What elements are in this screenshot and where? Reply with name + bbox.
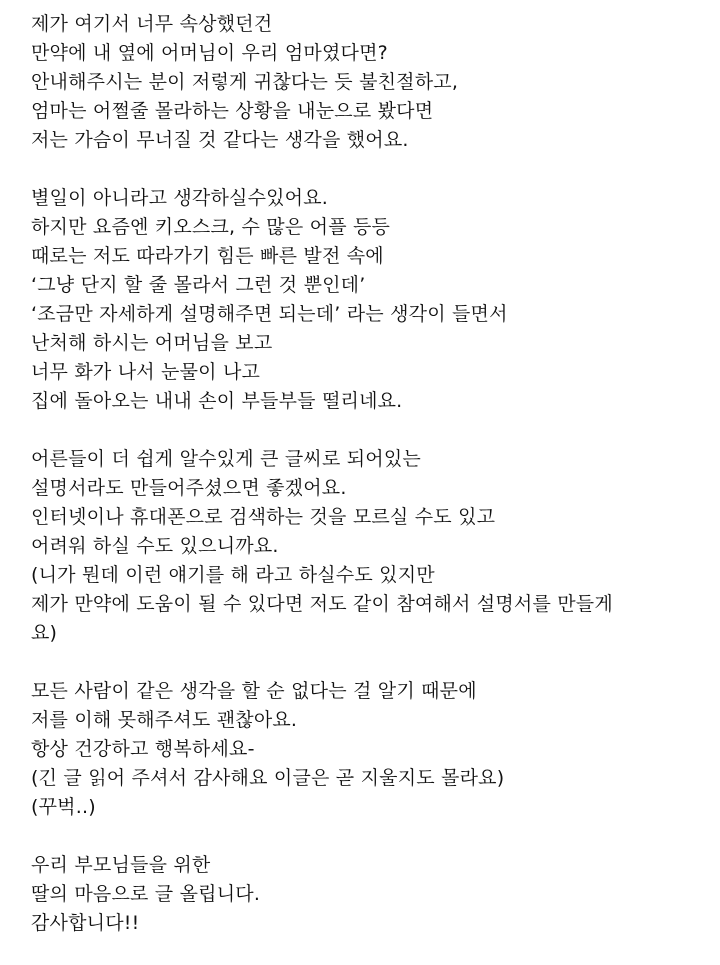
text-line: 안내해주시는 분이 저렇게 귀찮다는 듯 불친절하고,	[31, 71, 459, 93]
text-line: 요)	[31, 622, 58, 644]
text-line: 집에 돌아오는 내내 손이 부들부들 떨리네요.	[31, 390, 403, 412]
paragraph-2	[31, 184, 700, 416]
text-line: (니가 뭔데 이런 얘기를 해 라고 하실수도 있지만	[31, 564, 435, 586]
text-line: 만약에 내 옆에 어머님이 우리 엄마였다면?	[31, 42, 388, 64]
paragraph-1	[31, 10, 700, 155]
text-line: 인터넷이나 휴대폰으로 검색하는 것을 모르실 수도 있고	[31, 506, 496, 528]
text-line: 우리 부모님들을 위한	[31, 854, 211, 876]
text-line: 하지만 요즘엔 키오스크, 수 많은 어플 등등	[31, 216, 391, 238]
text-line: 저를 이해 못해주셔도 괜찮아요.	[31, 709, 298, 731]
paragraph-5	[31, 851, 700, 938]
text-line: ‘조금만 자세하게 설명해주면 되는데’ 라는 생각이 들면서	[31, 303, 508, 325]
text-line: 항상 건강하고 행복하세요-	[31, 738, 255, 760]
text-line: 제가 만약에 도움이 될 수 있다면 저도 같이 참여해서 설명서를 만들게	[31, 593, 613, 615]
text-line: 모든 사람이 같은 생각을 할 순 없다는 걸 알기 때문에	[31, 680, 477, 702]
text-line: 별일이 아니라고 생각하실수있어요.	[31, 187, 329, 209]
text-line: (꾸벅..)	[31, 796, 96, 818]
text-line: 너무 화가 나서 눈물이 나고	[31, 361, 261, 383]
text-line: 때로는 저도 따라가기 힘든 빠른 발전 속에	[31, 245, 384, 267]
paragraph-3	[31, 445, 700, 648]
text-line: 어른들이 더 쉽게 알수있게 큰 글씨로 되어있는	[31, 448, 421, 470]
text-line: 감사합니다!!	[31, 912, 140, 934]
text-line: 딸의 마음으로 글 올립니다.	[31, 883, 261, 905]
text-line: 설명서라도 만들어주셨으면 좋겠어요.	[31, 477, 347, 499]
text-line: (긴 글 읽어 주셔서 감사해요 이글은 곧 지울지도 몰라요)	[31, 767, 505, 789]
paragraph-4	[31, 677, 700, 822]
text-line: 난처해 하시는 어머님을 보고	[31, 332, 273, 354]
text-line: 제가 여기서 너무 속상했던건	[31, 13, 273, 35]
text-line: 어려워 하실 수도 있으니까요.	[31, 535, 279, 557]
document-body	[31, 10, 700, 938]
text-line: 저는 가슴이 무너질 것 같다는 생각을 했어요.	[31, 129, 409, 151]
text-line: ‘그냥 단지 할 줄 몰라서 그런 것 뿐인데’	[31, 274, 366, 296]
text-line: 엄마는 어쩔줄 몰라하는 상황을 내눈으로 봤다면	[31, 100, 434, 122]
